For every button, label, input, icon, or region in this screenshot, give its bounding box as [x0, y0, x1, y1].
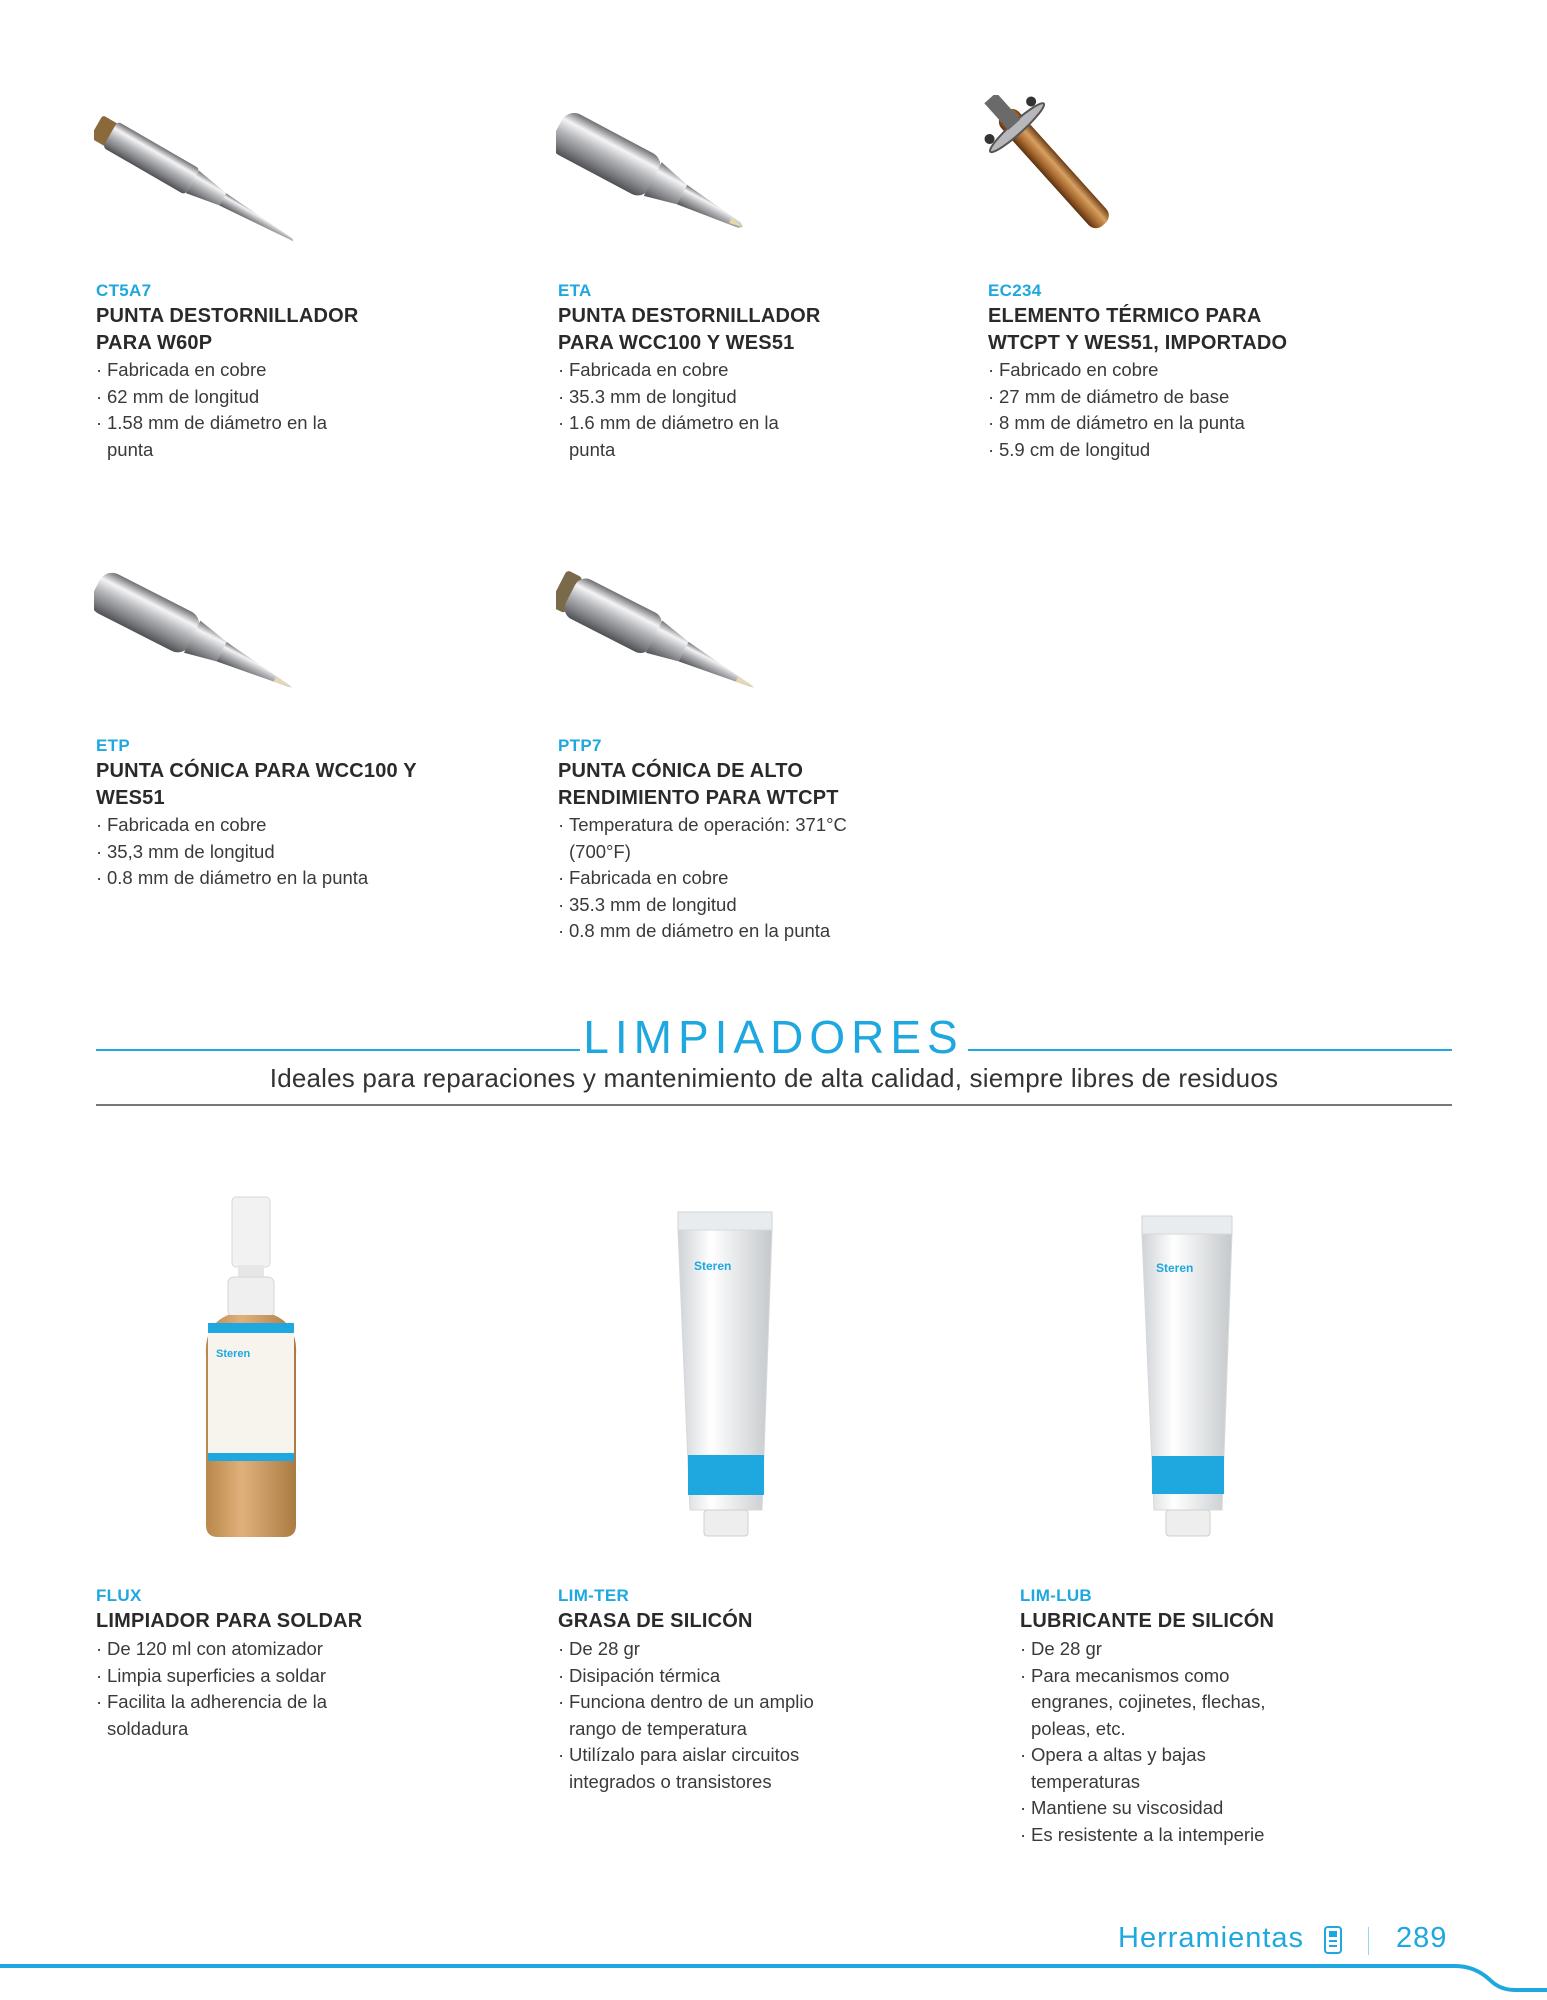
section-title: LIMPIADORES [583, 1011, 964, 1063]
feature-item: · Opera a altas y bajas temperaturas [1020, 1742, 1310, 1795]
feature-item: · Funciona dentro de un amplio rango de temperatura [558, 1689, 828, 1742]
feature-item: · 27 mm de diámetro de base [988, 384, 1308, 411]
feature-item: · 35.3 mm de longitud [558, 892, 858, 919]
product-name: LIMPIADOR PARA SOLDAR [96, 1610, 363, 1632]
feature-item: · Es resistente a la intemperie [1020, 1822, 1310, 1849]
product-name: GRASA DE SILICÓN [558, 1610, 753, 1632]
product-code: EC234 [988, 281, 1042, 300]
product-name: PUNTA DESTORNILLADOR PARA W60P [96, 305, 359, 354]
feature-item: · Fabricada en cobre [558, 865, 858, 892]
feature-item: · 0.8 mm de diámetro en la punta [96, 865, 426, 892]
feature-item: · De 28 gr [558, 1636, 828, 1663]
feature-list [988, 357, 1308, 463]
brand-label: Steren [694, 1259, 732, 1273]
feature-item: · Utilízalo para aislar circuitos integrados o transistores [558, 1742, 828, 1795]
feature-list [96, 812, 426, 892]
product-code: CT5A7 [96, 281, 152, 300]
feature-item: · 1.58 mm de diámetro en la punta [96, 410, 346, 463]
feature-item: · Mantiene su viscosidad [1020, 1795, 1310, 1822]
feature-item: · 0.8 mm de diámetro en la punta [558, 918, 858, 945]
feature-item: · Fabricada en cobre [96, 357, 346, 384]
feature-list [96, 1636, 366, 1742]
feature-item: · Limpia superficies a soldar [96, 1663, 366, 1690]
tools-icon [1323, 1925, 1343, 1955]
feature-item: · 62 mm de longitud [96, 384, 346, 411]
product-name: LUBRICANTE DE SILICÓN [1020, 1610, 1275, 1632]
product-code: ETA [558, 281, 592, 300]
product-code: LIM-LUB [1020, 1586, 1092, 1605]
feature-item: · Fabricada en cobre [558, 357, 808, 384]
brand-label: Steren [1156, 1261, 1194, 1275]
footer-separator [1368, 1927, 1369, 1955]
section-divider [96, 1104, 1452, 1106]
grease-tube-image [676, 1210, 776, 1540]
soldering-tip-image [556, 105, 796, 255]
feature-item: · De 28 gr [1020, 1636, 1310, 1663]
page-number: 289 [1396, 1922, 1448, 1954]
brand-label: Steren [216, 1348, 251, 1360]
soldering-tip-image [556, 565, 806, 715]
section-line-right [968, 1049, 1452, 1051]
heating-element-image [980, 95, 1180, 265]
product-code: FLUX [96, 1586, 142, 1605]
lubricant-tube-image [1140, 1214, 1236, 1540]
feature-item: · Fabricada en cobre [96, 812, 426, 839]
product-code: PTP7 [558, 736, 602, 755]
product-name: PUNTA CÓNICA PARA WCC100 Y WES51 [96, 760, 417, 809]
feature-list [558, 1636, 828, 1795]
product-name: PUNTA CÓNICA DE ALTO RENDIMIENTO PARA WTCPT [558, 760, 839, 809]
feature-list [558, 812, 858, 945]
product-name: ELEMENTO TÉRMICO PARA WTCPT Y WES51, IMPORTADO [988, 305, 1288, 354]
feature-list [96, 357, 346, 463]
soldering-tip-image [94, 105, 344, 255]
product-code: LIM-TER [558, 1586, 630, 1605]
feature-list [558, 357, 808, 463]
feature-item: · Temperatura de operación: 371°C (700°F) [558, 812, 858, 865]
feature-item: · Fabricado en cobre [988, 357, 1308, 384]
product-name: PUNTA DESTORNILLADOR PARA WCC100 Y WES51 [558, 305, 821, 354]
soldering-tip-image [94, 565, 344, 715]
feature-item: · 1.6 mm de diámetro en la punta [558, 410, 808, 463]
feature-item: · 5.9 cm de longitud [988, 437, 1308, 464]
feature-item: · 8 mm de diámetro en la punta [988, 410, 1308, 437]
feature-item: · 35.3 mm de longitud [558, 384, 808, 411]
feature-item: · De 120 ml con atomizador [96, 1636, 366, 1663]
product-code: ETP [96, 736, 130, 755]
section-subtitle: Ideales para reparaciones y mantenimiento de alta calidad, siempre libres de residuos [269, 1063, 1279, 1093]
feature-item: · Para mecanismos como engranes, cojinetes, flechas, poleas, etc. [1020, 1663, 1310, 1743]
feature-list [1020, 1636, 1310, 1848]
spray-bottle-image [200, 1195, 300, 1540]
feature-item: · Facilita la adherencia de la soldadura [96, 1689, 366, 1742]
footer-category: Herramientas [1118, 1922, 1305, 1954]
feature-item: · 35,3 mm de longitud [96, 839, 426, 866]
feature-item: · Disipación térmica [558, 1663, 828, 1690]
